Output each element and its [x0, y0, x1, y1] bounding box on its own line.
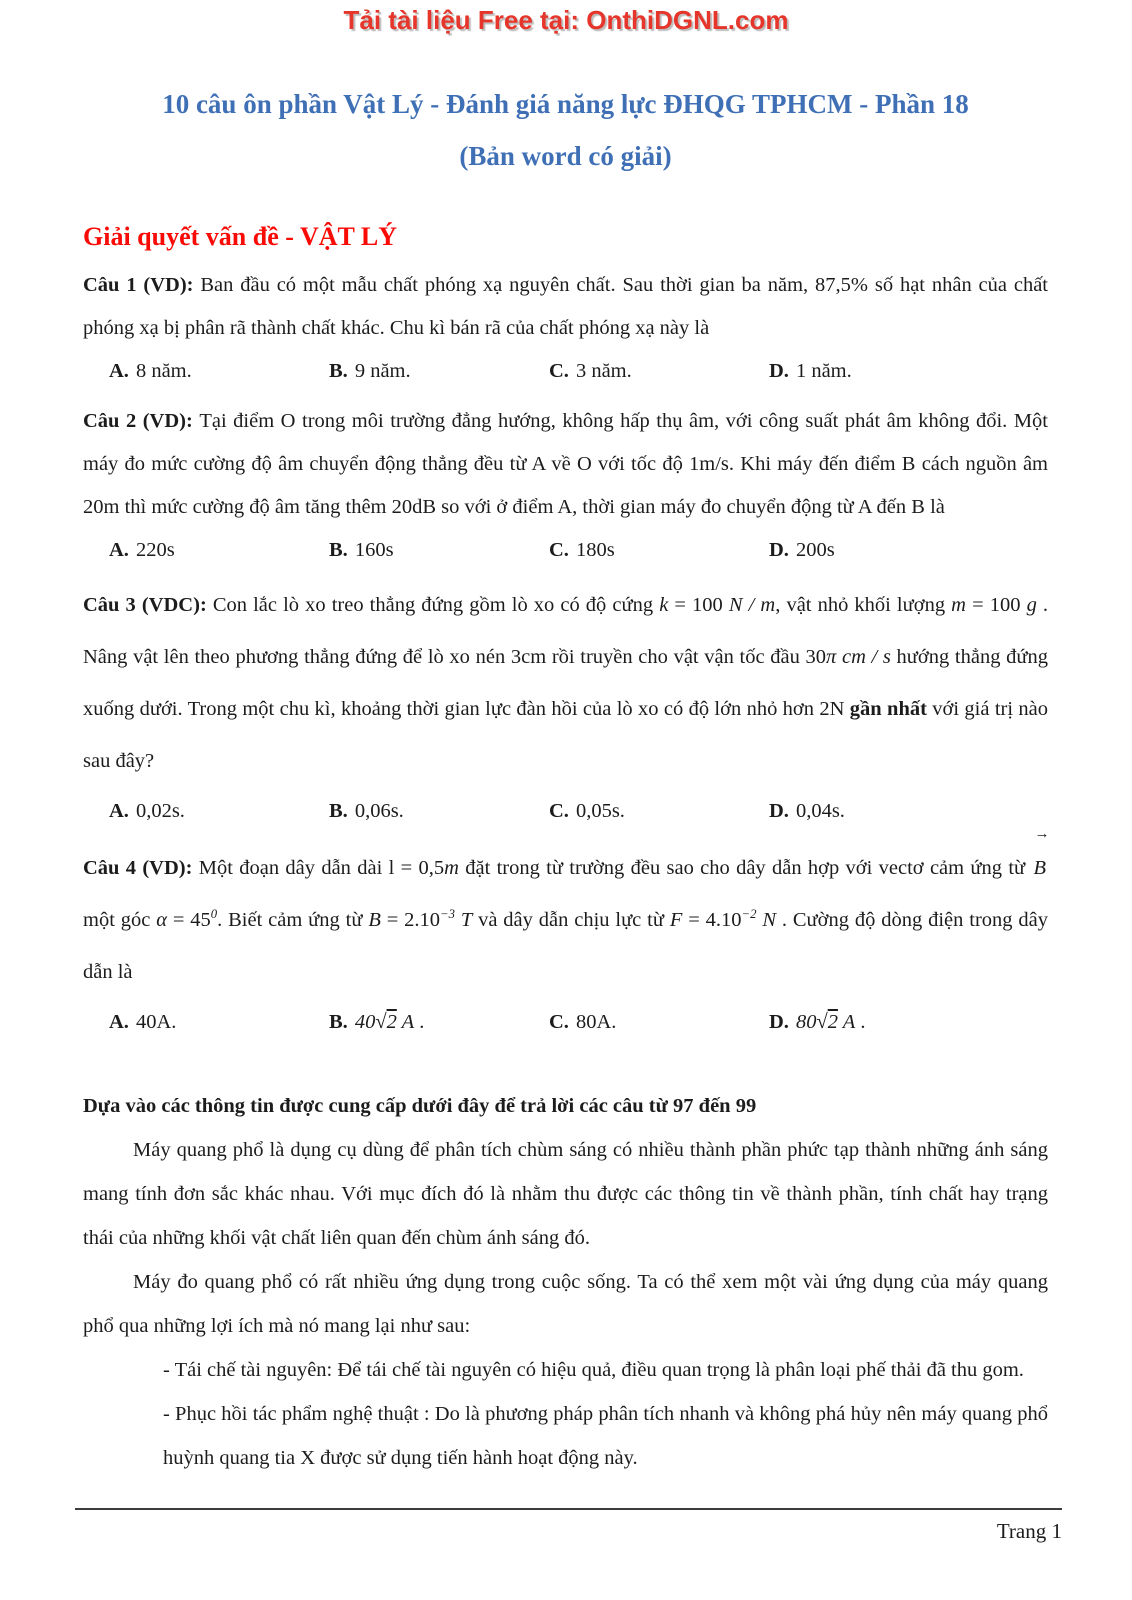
answer-option-a: [109, 787, 329, 835]
question-4-text: Câu 4 (VD): Một đoạn dây dẫn dài l = 0,5m đặt trong từ trường đều sao cho dây dẫn hợp với vectơ cảm ứng từ → B một góc $\alpha = 45^0$. Biết cảm ứng từ $B = 2.10^{-3}$ T và dây dẫn chịu lực từ $F = 4.10^{-2}$ N . Cường độ dòng điện trong dây dẫn là: [83, 826, 1050, 983]
answer-letter: B.: [329, 539, 348, 561]
question-4: [83, 826, 1050, 1046]
answer-letter: A.: [109, 360, 129, 382]
answer-letter: D.: [769, 1011, 789, 1033]
document-title-line2: (Bản word có giải): [459, 141, 672, 171]
promo-banner-link[interactable]: Tải tài liệu Free tại: OnthiDGNL.com: [343, 5, 789, 35]
answer-option-b: [329, 787, 549, 835]
answer-option-a: [109, 998, 329, 1046]
answer-text: 220s: [135, 539, 175, 561]
answer-text: 9 năm.: [354, 360, 411, 382]
page-footer: [75, 1508, 1062, 1544]
answer-letter: A.: [109, 800, 129, 822]
answer-letter: C.: [549, 1011, 569, 1033]
question-1: [83, 264, 1048, 393]
question-1-text: Câu 1 (VD): Ban đầu có một mẫu chất phóng xạ nguyên chất. Sau thời gian ba năm, 87,5% số hạt nhân của chất phóng xạ bị phân rã thành chất khác. Chu kì bán rã của chất phóng xạ này là: [83, 274, 1048, 339]
answer-option-a: [109, 529, 329, 572]
answer-text: 40√2 A .: [354, 1011, 425, 1033]
question-4-answers: [83, 998, 1048, 1046]
answer-letter: B.: [329, 1011, 348, 1033]
answer-letter: B.: [329, 800, 348, 822]
vector-arrow-icon: →: [1034, 826, 1050, 842]
answer-text: 0,04s.: [795, 800, 845, 822]
answer-letter: B.: [329, 360, 348, 382]
answer-text: 3 năm.: [575, 360, 632, 382]
answer-option-c: [549, 998, 769, 1046]
answer-text: 80√2 A .: [795, 1011, 866, 1033]
answer-option-c: [549, 787, 769, 835]
passage-bullet-2: - Phục hồi tác phẩm nghệ thuật : Do là phương pháp phân tích nhanh và không phá hủy nên máy quang phổ huỳnh quang tia X được sử dụng tiến hành hoạt động này.: [163, 1403, 1048, 1469]
answer-text: 0,06s.: [354, 800, 404, 822]
question-3: [83, 579, 1048, 835]
answer-text: 8 năm.: [135, 360, 192, 382]
answer-text: 0,05s.: [575, 800, 625, 822]
question-2-answers: [83, 529, 1048, 572]
answer-text: 80A.: [575, 1011, 617, 1033]
answer-option-a: [109, 350, 329, 393]
document-title: [83, 78, 1048, 182]
passage-bullet-1: - Tái chế tài nguyên: Để tái chế tài nguyên có hiệu quả, điều quan trọng là phân loại phế thải đã thu gom.: [163, 1359, 1024, 1381]
answer-letter: A.: [109, 1011, 129, 1033]
question-1-answers: [83, 350, 1048, 393]
answer-letter: D.: [769, 800, 789, 822]
answer-text: 200s: [795, 539, 835, 561]
document-title-line1: 10 câu ôn phần Vật Lý - Đánh giá năng lực ĐHQG TPHCM - Phần 18: [162, 89, 969, 119]
answer-letter: C.: [549, 539, 569, 561]
answer-option-b: [329, 350, 549, 393]
passage-paragraph-2: Máy đo quang phổ có rất nhiều ứng dụng trong cuộc sống. Ta có thể xem một vài ứng dụng của máy quang phổ qua những lợi ích mà nó mang lại như sau:: [83, 1271, 1048, 1337]
passage-paragraph-1: Máy quang phổ là dụng cụ dùng để phân tích chùm sáng có nhiều thành phần phức tạp thành những ánh sáng mang tính đơn sắc khác nhau. Với mục đích đó là nhằm thu được các thông tin về thành phần, tính chất hay trạng thái của những khối vật chất liên quan đến chùm ánh sáng đó.: [83, 1139, 1048, 1249]
answer-letter: A.: [109, 539, 129, 561]
answer-text: 160s: [354, 539, 394, 561]
document-content: [0, 78, 1132, 1480]
answer-text: 1 năm.: [795, 360, 852, 382]
answer-option-b: [329, 998, 549, 1046]
passage-intro: Dựa vào các thông tin được cung cấp dưới đây để trả lời các câu từ 97 đến 99: [83, 1095, 757, 1117]
answer-letter: D.: [769, 360, 789, 382]
answer-option-d: [769, 787, 845, 835]
question-2: [83, 400, 1048, 572]
section-heading: Giải quyết vấn đề - VẬT LÝ: [83, 222, 397, 251]
answer-text: 180s: [575, 539, 615, 561]
answer-text: 40A.: [135, 1011, 177, 1033]
answer-option-c: [549, 529, 769, 572]
answer-option-d: [769, 998, 865, 1046]
answer-letter: C.: [549, 800, 569, 822]
answer-option-c: [549, 350, 769, 393]
answer-text: 0,02s.: [135, 800, 185, 822]
answer-letter: C.: [549, 360, 569, 382]
answer-letter: D.: [769, 539, 789, 561]
question-2-text: Câu 2 (VD): Tại điểm O trong môi trường đẳng hướng, không hấp thụ âm, với công suất phát âm không đổi. Một máy đo mức cường độ âm chuyển động thẳng đều từ A về O với tốc độ 1m/s. Khi máy đến điểm B cách nguồn âm 20m thì mức cường độ âm tăng thêm 20dB so với ở điểm A, thời gian máy đo chuyển động từ A đến B là: [83, 410, 1048, 518]
page-number: Trang 1: [996, 1519, 1062, 1543]
question-3-text: Câu 3 (VDC): Con lắc lò xo treo thẳng đứng gồm lò xo có độ cứng k = 100 N / m, vật nhỏ khối lượng m = 100 g . Nâng vật lên theo phương thẳng đứng để lò xo nén 3cm rồi truyền cho vật vận tốc đầu 30π cm / s hướng thẳng đứng xuống dưới. Trong một chu kì, khoảng thời gian lực đàn hồi của lò xo có độ lớn nhỏ hơn 2N gần nhất với giá trị nào sau đây?: [83, 594, 1049, 772]
answer-option-d: [769, 529, 835, 572]
answer-option-b: [329, 529, 549, 572]
answer-option-d: [769, 350, 852, 393]
question-3-answers: [83, 787, 1048, 835]
passage-block: [83, 1084, 1048, 1480]
